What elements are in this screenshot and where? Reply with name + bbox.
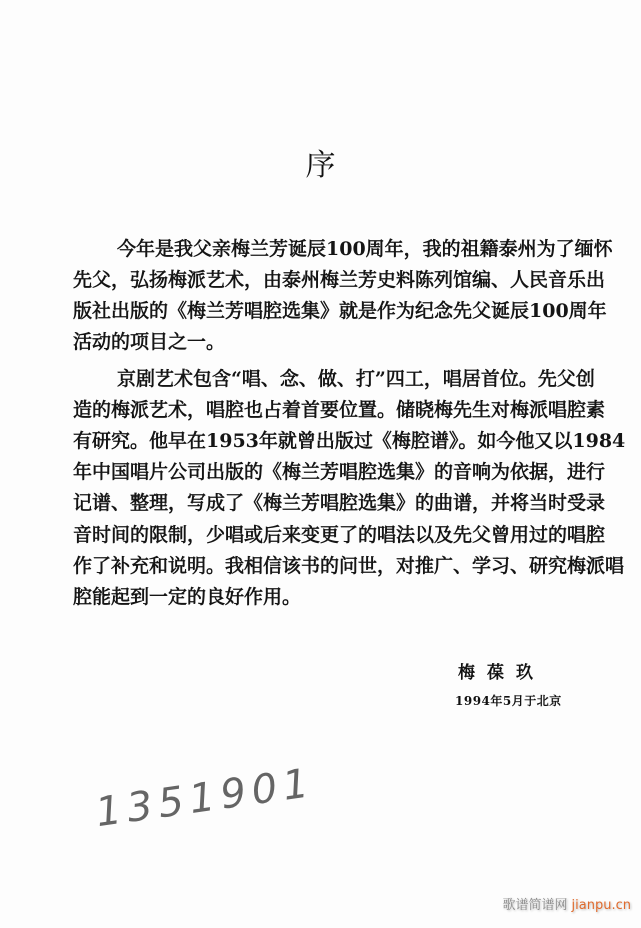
paragraph-1-line-1: 今年是我父亲梅兰芳诞辰100周年，我的祖籍泰州为了缅怀 — [117, 238, 613, 260]
paragraph-2-line-5: 记谱、整理，写成了《梅兰芳唱腔选集》的曲谱，并将当时受录 — [73, 492, 606, 514]
paragraph-1-line-4: 活动的项目之一。 — [73, 331, 226, 353]
paragraph-1-line-2: 先父，弘扬梅派艺术，由泰州梅兰芳史料陈列馆编、人民音乐出 — [73, 269, 606, 291]
handwritten-note: 1351901 — [92, 759, 318, 837]
paragraph-2-line-1: 京剧艺术包含“唱、念、做、打”四工，唱居首位。先父创 — [117, 368, 595, 390]
signature-date: 1994年5月于北京 — [455, 694, 562, 708]
paragraph-2-line-3: 有研究。他早在1953年就曾出版过《梅腔谱》。如今他又以1984 — [73, 430, 626, 452]
paragraph-1-line-3: 版社出版的《梅兰芳唱腔选集》就是作为纪念先父诞辰100周年 — [73, 300, 607, 322]
paragraph-2-line-8: 腔能起到一定的良好作用。 — [73, 586, 302, 608]
watermark — [503, 894, 631, 918]
paragraph-2-line-6: 音时间的限制，少唱或后来变更了的唱法以及先父曾用过的唱腔 — [73, 524, 606, 546]
signature-name: 梅葆玖 — [458, 663, 545, 683]
page-title: 序 — [305, 148, 336, 183]
paragraph-2-line-7: 作了补充和说明。我相信该书的问世，对推广、学习、研究梅派唱 — [73, 555, 625, 577]
paragraph-2-line-2: 造的梅派艺术，唱腔也占着首要位置。储晓梅先生对梅派唱腔素 — [73, 399, 606, 421]
watermark-site-name: 歌谱简谱网 — [502, 898, 568, 913]
watermark-url: jianpu.cn — [571, 898, 631, 913]
paragraph-2-line-4: 年中国唱片公司出版的《梅兰芳唱腔选集》的音响为依据，进行 — [73, 461, 606, 483]
